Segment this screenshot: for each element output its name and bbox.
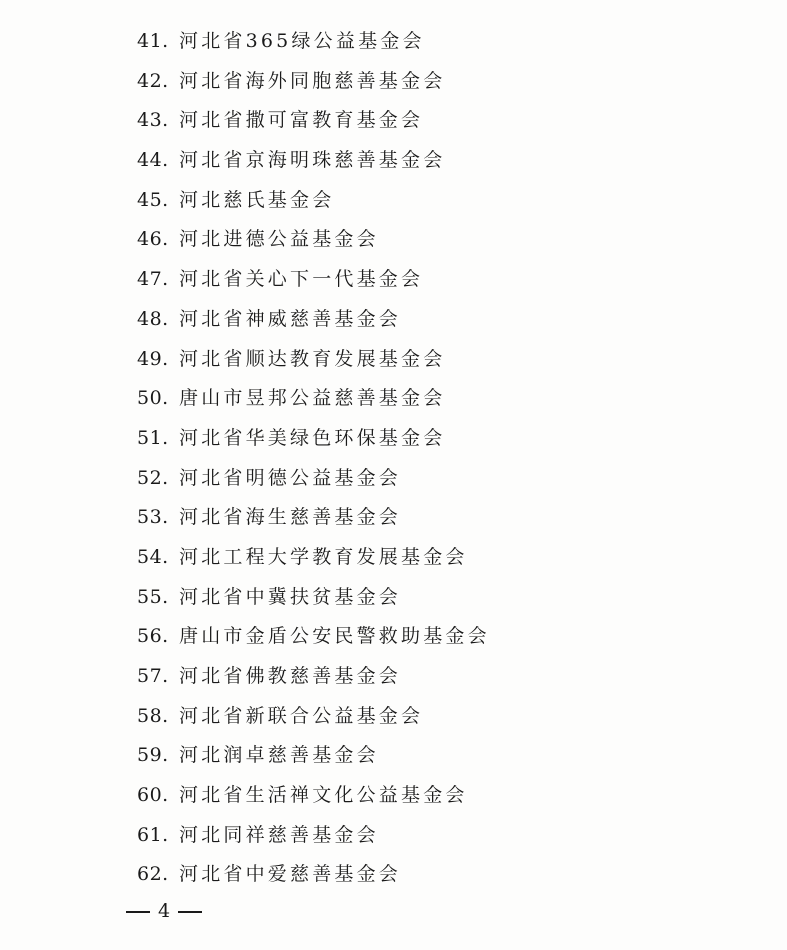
item-number: 52. <box>137 466 169 489</box>
item-number: 47. <box>137 268 169 291</box>
item-number: 61. <box>137 823 169 846</box>
item-name: 河北进德公益基金会 <box>179 228 379 251</box>
list-item <box>137 300 490 340</box>
item-number: 58. <box>137 704 169 727</box>
list-item <box>137 379 490 419</box>
item-number: 55. <box>137 585 169 608</box>
footer-dash-left <box>126 911 150 913</box>
item-name: 唐山市昱邦公益慈善基金会 <box>179 387 446 410</box>
list-item <box>137 419 490 459</box>
page-number: 4 <box>158 900 171 922</box>
item-name: 河北省明德公益基金会 <box>179 466 402 489</box>
item-name: 河北省关心下一代基金会 <box>179 268 424 291</box>
item-number: 54. <box>137 545 169 568</box>
item-number: 46. <box>137 228 169 251</box>
list-item <box>137 220 490 260</box>
list-item <box>137 141 490 181</box>
list-item <box>137 697 490 737</box>
item-name: 河北省撒可富教育基金会 <box>179 109 424 132</box>
list-item <box>137 22 490 62</box>
item-number: 49. <box>137 347 169 370</box>
item-name: 河北省新联合公益基金会 <box>179 704 424 727</box>
item-number: 45. <box>137 188 169 211</box>
list-item <box>137 260 490 300</box>
item-name: 河北省华美绿色环保基金会 <box>179 426 446 449</box>
item-name: 河北工程大学教育发展基金会 <box>179 545 468 568</box>
list-item <box>137 101 490 141</box>
item-name: 河北润卓慈善基金会 <box>179 744 379 767</box>
list-item <box>137 62 490 102</box>
item-number: 44. <box>137 149 169 172</box>
item-number: 56. <box>137 625 169 648</box>
page-footer <box>118 896 210 926</box>
item-name: 河北省顺达教育发展基金会 <box>179 347 446 370</box>
list-item <box>137 776 490 816</box>
item-number: 48. <box>137 307 169 330</box>
item-name: 河北省神威慈善基金会 <box>179 307 402 330</box>
item-number: 57. <box>137 665 169 687</box>
item-name: 河北省365绿公益基金会 <box>179 30 425 52</box>
item-name: 河北省中冀扶贫基金会 <box>179 585 402 608</box>
list-item <box>137 736 490 776</box>
list-item <box>137 816 490 856</box>
item-name: 河北省生活禅文化公益基金会 <box>179 784 468 807</box>
item-number: 62. <box>137 863 169 886</box>
list-item <box>137 617 490 657</box>
item-name: 河北省海生慈善基金会 <box>179 506 402 529</box>
list-item <box>137 855 490 895</box>
item-number: 41. <box>137 30 169 52</box>
item-number: 53. <box>137 506 169 529</box>
item-name: 河北同祥慈善基金会 <box>179 823 379 846</box>
list-item <box>137 578 490 618</box>
item-number: 42. <box>137 69 169 92</box>
item-number: 59. <box>137 744 169 767</box>
list-item <box>137 498 490 538</box>
item-name: 河北慈氏基金会 <box>179 188 335 211</box>
item-name: 河北省海外同胞慈善基金会 <box>179 69 446 92</box>
list-item <box>137 538 490 578</box>
list-item <box>137 459 490 499</box>
item-name: 河北省京海明珠慈善基金会 <box>179 149 446 172</box>
item-name: 唐山市金盾公安民警救助基金会 <box>179 625 490 648</box>
item-number: 60. <box>137 784 169 807</box>
list-item <box>137 340 490 380</box>
list-item <box>137 181 490 221</box>
list-item <box>137 657 490 697</box>
footer-dash-right <box>178 911 202 913</box>
item-number: 50. <box>137 387 169 410</box>
item-name: 河北省佛教慈善基金会 <box>179 665 402 687</box>
item-number: 51. <box>137 426 169 449</box>
item-number: 43. <box>137 109 169 132</box>
item-name: 河北省中爱慈善基金会 <box>179 863 402 886</box>
foundation-list <box>137 22 490 895</box>
